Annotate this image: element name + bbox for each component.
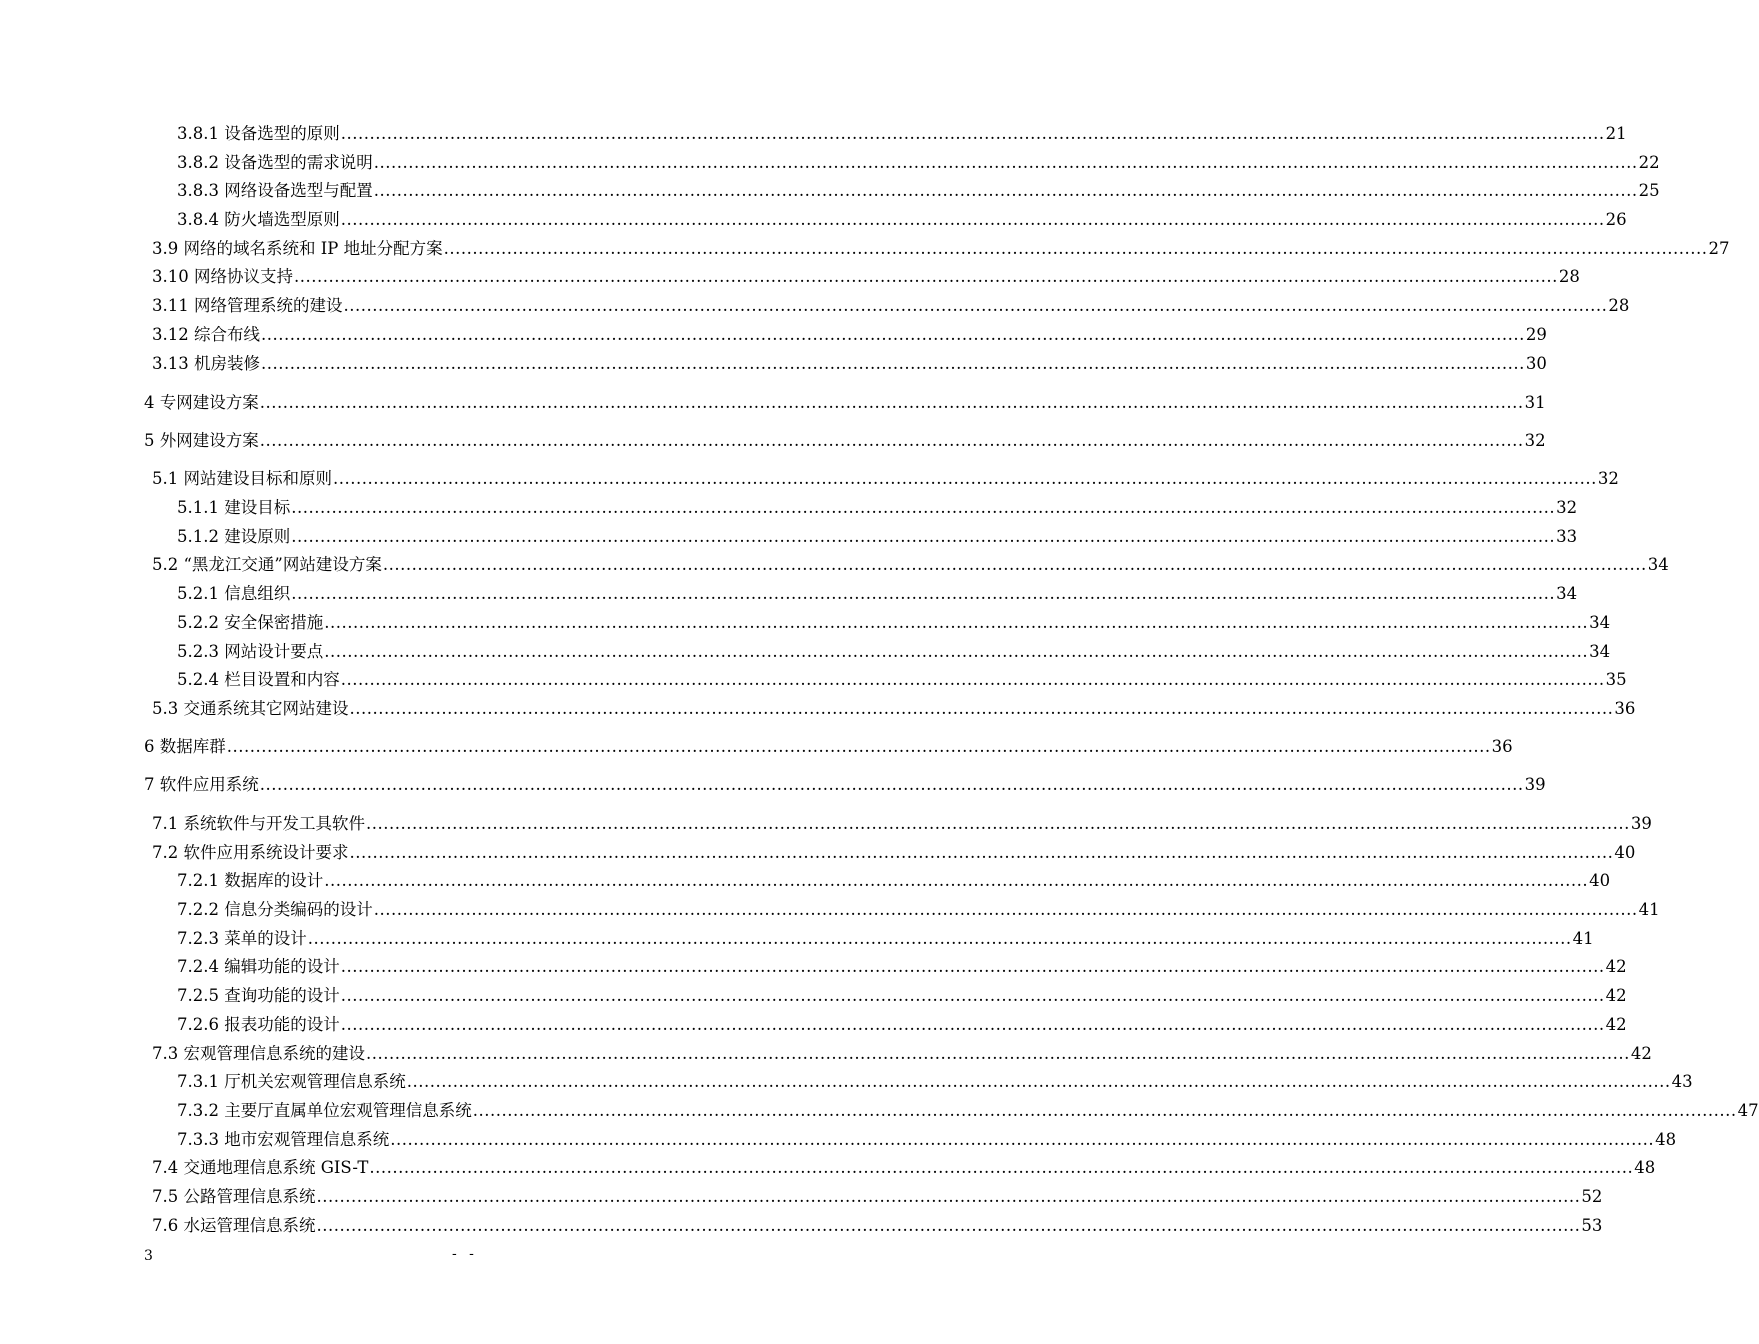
toc-entry-title: 5.1 网站建设目标和原则	[152, 469, 332, 488]
toc-entry[interactable]	[144, 733, 1513, 757]
toc-entry-title: 5 外网建设方案	[144, 431, 259, 450]
toc-entry-page: 42	[1605, 1015, 1627, 1034]
toc-entry-title: 7.2.4 编辑功能的设计	[177, 957, 340, 976]
toc-dot-leader: ............................................................................................................................................................................................................................	[260, 354, 1525, 373]
toc-entry[interactable]	[177, 1097, 1759, 1121]
toc-entry-title: 6 数据库群	[144, 737, 226, 756]
toc-entry-title: 7.1 系统软件与开发工具软件	[152, 814, 365, 833]
toc-entry-title: 7.2.3 菜单的设计	[177, 929, 307, 948]
toc-entry-title: 3.10 网络协议支持	[152, 267, 293, 286]
toc-dot-leader: ............................................................................................................................................................................................................................	[324, 642, 1589, 661]
toc-dot-leader: ............................................................................................................................................................................................................................	[382, 555, 1647, 574]
toc-entry[interactable]	[177, 1011, 1627, 1035]
toc-entry-page: 48	[1634, 1158, 1656, 1177]
toc-entry-title: 7 软件应用系统	[144, 775, 259, 794]
toc-dot-leader: ............................................................................................................................................................................................................................	[472, 1101, 1737, 1120]
toc-dot-leader: ............................................................................................................................................................................................................................	[373, 900, 1638, 919]
toc-dot-leader: ............................................................................................................................................................................................................................	[343, 296, 1608, 315]
toc-dot-leader: ............................................................................................................................................................................................................................	[373, 181, 1638, 200]
toc-dot-leader: ............................................................................................................................................................................................................................	[259, 431, 1524, 450]
toc-entry[interactable]	[152, 350, 1547, 374]
toc-dot-leader: ............................................................................................................................................................................................................................	[369, 1158, 1634, 1177]
toc-entry[interactable]	[177, 206, 1627, 230]
toc-entry-title: 7.2.1 数据库的设计	[177, 871, 324, 890]
toc-entry-title: 7.2.2 信息分类编码的设计	[177, 900, 373, 919]
toc-entry[interactable]	[152, 551, 1669, 575]
toc-entry-page: 42	[1630, 1044, 1652, 1063]
toc-entry-title: 5.1.2 建设原则	[177, 527, 291, 546]
toc-dot-leader: ............................................................................................................................................................................................................................	[340, 986, 1605, 1005]
toc-entry-page: 36	[1491, 737, 1513, 756]
toc-dot-leader: ............................................................................................................................................................................................................................	[366, 1044, 1630, 1063]
toc-entry[interactable]	[152, 1183, 1603, 1207]
toc-entry-title: 3.11 网络管理系统的建设	[152, 296, 343, 315]
toc-entry-title: 7.3 宏观管理信息系统的建设	[152, 1044, 365, 1063]
toc-dot-leader: ............................................................................................................................................................................................................................	[291, 498, 1556, 517]
toc-entry-page: 35	[1605, 670, 1627, 689]
toc-dot-leader: ............................................................................................................................................................................................................................	[260, 325, 1525, 344]
toc-dot-leader: ............................................................................................................................................................................................................................	[324, 613, 1589, 632]
toc-entry-title: 5.3 交通系统其它网站建设	[152, 699, 349, 718]
toc-entry-title: 7.5 公路管理信息系统	[152, 1187, 316, 1206]
toc-dot-leader: ............................................................................................................................................................................................................................	[340, 124, 1605, 143]
toc-entry-title: 5.2.4 栏目设置和内容	[177, 670, 340, 689]
toc-entry-page: 31	[1524, 393, 1546, 412]
toc-entry[interactable]	[152, 1154, 1656, 1178]
toc-entry-title: 5.2.1 信息组织	[177, 584, 291, 603]
toc-entry-title: 4 专网建设方案	[144, 393, 259, 412]
toc-entry-page: 52	[1581, 1187, 1603, 1206]
footer-center-mark: - -	[452, 1246, 478, 1262]
toc-entry-title: 3.12 综合布线	[152, 325, 260, 344]
toc-entry-page: 41	[1572, 929, 1594, 948]
toc-entry-page: 32	[1597, 469, 1619, 488]
toc-entry-title: 5.2 “黑龙江交通”网站建设方案	[152, 555, 382, 574]
toc-entry-page: 34	[1556, 584, 1578, 603]
toc-dot-leader: ............................................................................................................................................................................................................................	[443, 239, 1708, 258]
toc-entry[interactable]	[152, 292, 1630, 316]
toc-dot-leader: ............................................................................................................................................................................................................................	[366, 814, 1630, 833]
toc-entry-page: 33	[1556, 527, 1578, 546]
toc-entry-page: 29	[1525, 325, 1547, 344]
toc-dot-leader: ............................................................................................................................................................................................................................	[333, 469, 1597, 488]
toc-dot-leader: ............................................................................................................................................................................................................................	[324, 871, 1589, 890]
toc-dot-leader: ............................................................................................................................................................................................................................	[340, 957, 1605, 976]
toc-entry[interactable]	[152, 695, 1636, 719]
toc-entry[interactable]	[152, 465, 1619, 489]
toc-entry-page: 27	[1708, 239, 1730, 258]
toc-dot-leader: ............................................................................................................................................................................................................................	[340, 1015, 1605, 1034]
toc-entry[interactable]	[152, 321, 1547, 345]
toc-entry-page: 40	[1614, 843, 1636, 862]
toc-entry[interactable]	[177, 982, 1627, 1006]
toc-entry[interactable]	[177, 494, 1578, 518]
toc-entry-title: 7.2 软件应用系统设计要求	[152, 843, 349, 862]
toc-entry-title: 3.8.4 防火墙选型原则	[177, 210, 340, 229]
toc-entry-page: 43	[1671, 1072, 1693, 1091]
toc-dot-leader: ............................................................................................................................................................................................................................	[406, 1072, 1671, 1091]
toc-dot-leader: ............................................................................................................................................................................................................................	[316, 1187, 1581, 1206]
toc-dot-leader: ............................................................................................................................................................................................................................	[316, 1216, 1581, 1235]
toc-entry-page: 53	[1581, 1216, 1603, 1235]
toc-entry[interactable]	[177, 925, 1594, 949]
toc-entry-page: 34	[1589, 613, 1611, 632]
toc-dot-leader: ............................................................................................................................................................................................................................	[390, 1130, 1655, 1149]
toc-entry[interactable]	[177, 896, 1660, 920]
toc-entry-page: 22	[1638, 153, 1660, 172]
toc-entry-title: 7.3.2 主要厅直属单位宏观管理信息系统	[177, 1101, 472, 1120]
toc-entry[interactable]	[177, 609, 1611, 633]
toc-entry[interactable]	[144, 771, 1546, 795]
toc-entry[interactable]	[177, 523, 1578, 547]
toc-entry[interactable]	[152, 1212, 1603, 1236]
toc-entry-page: 30	[1525, 354, 1547, 373]
toc-entry[interactable]	[177, 638, 1611, 662]
toc-entry-page: 36	[1614, 699, 1636, 718]
toc-entry-title: 5.2.2 安全保密措施	[177, 613, 324, 632]
toc-entry-page: 34	[1647, 555, 1669, 574]
toc-entry-page: 26	[1605, 210, 1627, 229]
toc-entry[interactable]	[177, 120, 1627, 144]
toc-dot-leader: ............................................................................................................................................................................................................................	[291, 584, 1556, 603]
toc-entry-page: 39	[1524, 775, 1546, 794]
toc-entry-page: 25	[1638, 181, 1660, 200]
toc-entry-page: 21	[1605, 124, 1627, 143]
toc-entry[interactable]	[152, 810, 1652, 834]
toc-dot-leader: ............................................................................................................................................................................................................................	[340, 210, 1605, 229]
toc-entry[interactable]	[177, 1126, 1677, 1150]
toc-dot-leader: ............................................................................................................................................................................................................................	[373, 153, 1638, 172]
toc-entry-page: 28	[1608, 296, 1630, 315]
toc-entry-page: 34	[1589, 642, 1611, 661]
toc-entry[interactable]	[144, 389, 1546, 413]
toc-dot-leader: ............................................................................................................................................................................................................................	[259, 393, 1524, 412]
toc-entry-page: 42	[1605, 986, 1627, 1005]
toc-entry-page: 28	[1558, 267, 1580, 286]
toc-entry-title: 7.3.3 地市宏观管理信息系统	[177, 1130, 390, 1149]
toc-entry-title: 7.6 水运管理信息系统	[152, 1216, 316, 1235]
footer-page-number: 3	[144, 1248, 153, 1264]
toc-dot-leader: ............................................................................................................................................................................................................................	[291, 527, 1556, 546]
toc-entry[interactable]	[177, 666, 1627, 690]
toc-dot-leader: ............................................................................................................................................................................................................................	[340, 670, 1605, 689]
toc-dot-leader: ............................................................................................................................................................................................................................	[349, 699, 1614, 718]
toc-entry-page: 32	[1524, 431, 1546, 450]
toc-entry-title: 3.9 网络的域名系统和 IP 地址分配方案	[152, 239, 443, 258]
toc-entry[interactable]	[177, 1068, 1693, 1092]
toc-dot-leader: ............................................................................................................................................................................................................................	[349, 843, 1614, 862]
toc-entry[interactable]	[177, 580, 1578, 604]
toc-entry[interactable]	[152, 839, 1636, 863]
toc-entry-title: 3.8.1 设备选型的原则	[177, 124, 340, 143]
toc-entry-page: 48	[1655, 1130, 1677, 1149]
toc-dot-leader: ............................................................................................................................................................................................................................	[259, 775, 1524, 794]
toc-entry-title: 3.8.3 网络设备选型与配置	[177, 181, 373, 200]
toc-dot-leader: ............................................................................................................................................................................................................................	[293, 267, 1558, 286]
toc-dot-leader: ............................................................................................................................................................................................................................	[226, 737, 1491, 756]
toc-entry-title: 7.4 交通地理信息系统 GIS-T	[152, 1158, 369, 1177]
toc-entry[interactable]	[177, 149, 1660, 173]
toc-entry-page: 32	[1556, 498, 1578, 517]
toc-entry-page: 39	[1630, 814, 1652, 833]
toc-entry-page: 47	[1737, 1101, 1759, 1120]
toc-entry-page: 40	[1589, 871, 1611, 890]
toc-entry[interactable]	[152, 263, 1580, 287]
toc-entry[interactable]	[144, 427, 1546, 451]
toc-entry[interactable]	[152, 235, 1730, 259]
toc-entry-title: 5.2.3 网站设计要点	[177, 642, 324, 661]
toc-entry-title: 3.8.2 设备选型的需求说明	[177, 153, 373, 172]
toc-entry-page: 41	[1638, 900, 1660, 919]
toc-entry-title: 3.13 机房装修	[152, 354, 260, 373]
toc-entry-title: 5.1.1 建设目标	[177, 498, 291, 517]
toc-entry-title: 7.2.5 查询功能的设计	[177, 986, 340, 1005]
toc-dot-leader: ............................................................................................................................................................................................................................	[307, 929, 1572, 948]
toc-entry-page: 42	[1605, 957, 1627, 976]
toc-entry[interactable]	[177, 953, 1627, 977]
toc-entry[interactable]	[152, 1040, 1652, 1064]
toc-entry[interactable]	[177, 867, 1611, 891]
toc-entry[interactable]	[177, 177, 1660, 201]
toc-entry-title: 7.2.6 报表功能的设计	[177, 1015, 340, 1034]
toc-entry-title: 7.3.1 厅机关宏观管理信息系统	[177, 1072, 406, 1091]
